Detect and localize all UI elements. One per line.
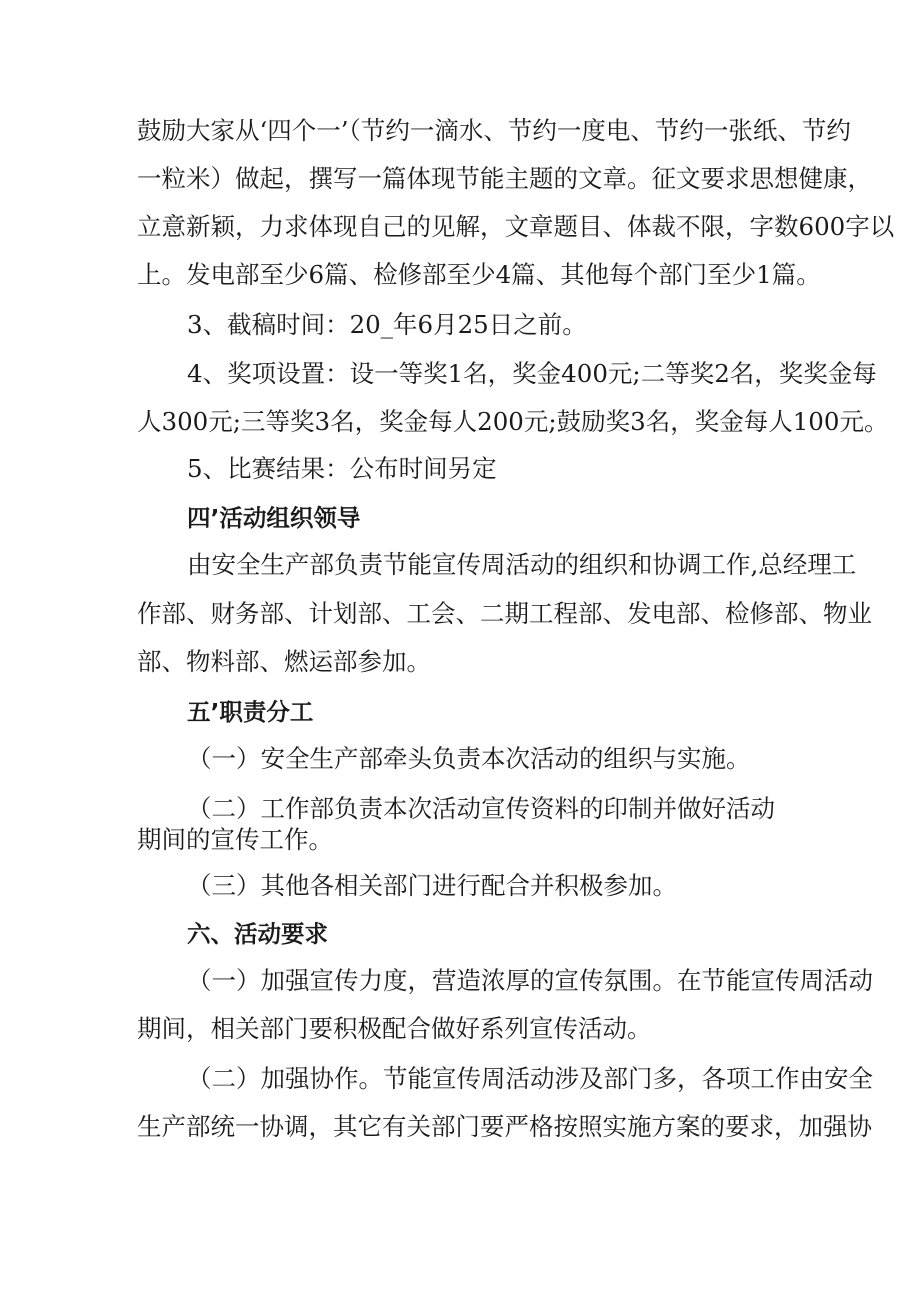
awards-item: 4、奖项设置：设一等奖1名，奖金400元;二等奖2名，奖奖金每: [187, 359, 877, 388]
requirement-item-2: （二）加强协作。节能宣传周活动涉及部门多，各项工作由安全: [187, 1064, 873, 1093]
duty-item-1: （一）安全生产部牵头负责本次活动的组织与实施。: [187, 744, 751, 773]
section-heading-duties: 五’职责分工: [187, 698, 314, 726]
section-heading-organization: 四’活动组织领导: [187, 504, 361, 532]
body-text-line: 期间的宣传工作。: [137, 825, 333, 854]
requirement-item-1: （一）加强宣传力度，营造浓厚的宣传氛围。在节能宣传周活动: [187, 966, 873, 995]
body-text-line: 生产部统一协调，其它有关部门要严格按照实施方案的要求，加强协: [137, 1112, 872, 1141]
deadline-item: 3、截稿时间：20_年6月25日之前。: [187, 310, 587, 339]
body-text-line: 立意新颖，力求体现自己的见解，文章题目、体裁不限，字数600字以: [137, 212, 895, 241]
body-text-line: 人300元;三等奖3名，奖金每人200元;鼓励奖3名，奖金每人100元。: [137, 407, 889, 436]
duty-item-2: （二）工作部负责本次活动宣传资料的印制并做好活动: [187, 794, 775, 823]
body-text-line: 部、物料部、燃运部参加。: [137, 647, 431, 676]
section-heading-requirements: 六、活动要求: [187, 920, 328, 948]
duty-item-3: （三）其他各相关部门进行配合并积极参加。: [187, 871, 677, 900]
body-text-line: 一粒米）做起，撰写一篇体现节能主题的文章。征文要求思想健康，: [137, 164, 872, 193]
body-text-line: 期间，相关部门要积极配合做好系列宣传活动。: [137, 1014, 652, 1043]
body-text-line: 作部、财务部、计划部、工会、二期工程部、发电部、检修部、物业: [137, 599, 872, 628]
body-text-line: 上。发电部至少6篇、检修部至少4篇、其他每个部门至少1篇。: [137, 260, 821, 289]
body-text-line: 由安全生产部负责节能宣传周活动的组织和协调工作,总经理工: [187, 550, 857, 579]
results-item: 5、比赛结果：公布时间另定: [187, 454, 497, 483]
body-text-line: 鼓励大家从‘四个一’（节约一滴水、节约一度电、节约一张纸、节约: [137, 116, 851, 145]
